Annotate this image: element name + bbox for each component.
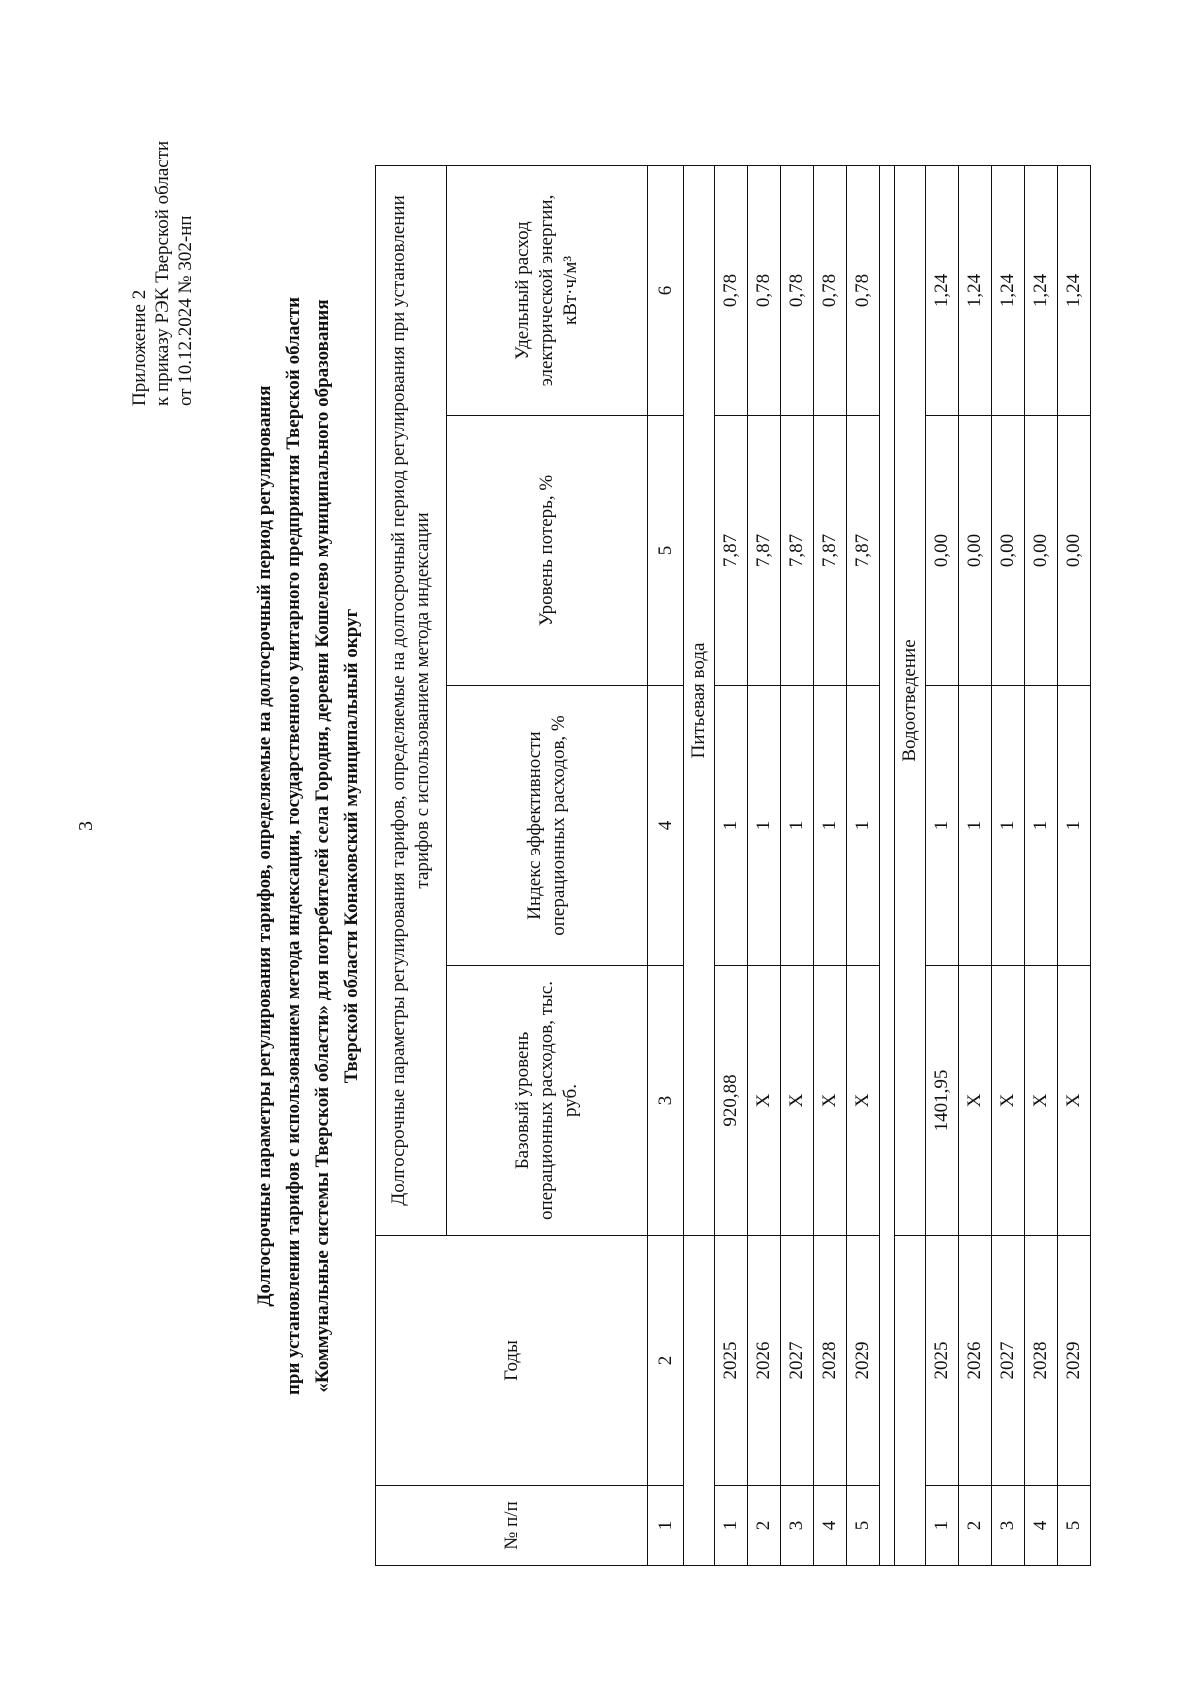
column-number: 4 bbox=[648, 686, 684, 966]
row-number: 1 bbox=[715, 1486, 748, 1566]
row-number: 4 bbox=[814, 1486, 847, 1566]
row-losses: 7,87 bbox=[715, 416, 748, 686]
row-energy: 0,78 bbox=[814, 165, 847, 415]
appendix-line-1: Приложение 2 bbox=[129, 289, 150, 406]
row-base-level: 1401,95 bbox=[926, 966, 959, 1236]
header-energy: Удельный расход электрической энергии, кВт·ч/м³ bbox=[447, 165, 648, 415]
row-losses: 7,87 bbox=[847, 416, 880, 686]
row-efficiency: 1 bbox=[992, 686, 1025, 966]
row-energy: 0,78 bbox=[847, 165, 880, 415]
appendix-line-3: от 10.12.2024 № 302-нп bbox=[175, 215, 196, 406]
tariff-parameters-table bbox=[375, 165, 1091, 1566]
row-losses: 0,00 bbox=[1058, 416, 1091, 686]
row-number: 4 bbox=[1025, 1486, 1058, 1566]
row-losses: 0,00 bbox=[992, 416, 1025, 686]
row-number: 3 bbox=[992, 1486, 1025, 1566]
row-year: 2029 bbox=[1058, 1236, 1091, 1486]
table-row bbox=[926, 165, 959, 1565]
row-base-level: Х bbox=[847, 966, 880, 1236]
column-number: 1 bbox=[648, 1486, 684, 1566]
appendix-line-2: к приказу РЭК Тверской области bbox=[152, 140, 173, 406]
row-efficiency: 1 bbox=[748, 686, 781, 966]
row-number: 5 bbox=[1058, 1486, 1091, 1566]
table-row bbox=[814, 165, 847, 1565]
table-row bbox=[715, 165, 748, 1565]
row-year: 2029 bbox=[847, 1236, 880, 1486]
page-number: 3 bbox=[75, 821, 97, 831]
table-row bbox=[748, 165, 781, 1565]
header-num: № п/п bbox=[376, 1486, 648, 1566]
table-row bbox=[959, 165, 992, 1565]
appendix-reference bbox=[128, 141, 197, 406]
row-number: 2 bbox=[959, 1486, 992, 1566]
row-year: 2026 bbox=[959, 1236, 992, 1486]
row-energy: 0,78 bbox=[715, 165, 748, 415]
table-row bbox=[781, 165, 814, 1565]
row-year: 2027 bbox=[992, 1236, 1025, 1486]
title-line-3: «Коммунальные системы Тверской области» для потребителей села Городня, деревни Кошелево муниципального образования bbox=[312, 299, 333, 1393]
row-efficiency: 1 bbox=[847, 686, 880, 966]
section-row bbox=[895, 165, 926, 1565]
header-efficiency: Индекс эффективности операционных расходов, % bbox=[447, 686, 648, 966]
table-row bbox=[1058, 165, 1091, 1565]
row-year: 2028 bbox=[814, 1236, 847, 1486]
column-number: 2 bbox=[648, 1236, 684, 1486]
row-efficiency: 1 bbox=[959, 686, 992, 966]
row-base-level: Х bbox=[781, 966, 814, 1236]
title-line-1: Долгосрочные параметры регулирования тарифов, определяемые на долгосрочный период регулирования bbox=[254, 385, 275, 1307]
row-year: 2025 bbox=[926, 1236, 959, 1486]
title-line-4: Тверской области Конаковский муниципальный округ bbox=[341, 608, 362, 1084]
row-efficiency: 1 bbox=[781, 686, 814, 966]
header-years: Годы bbox=[376, 1236, 648, 1486]
row-year: 2027 bbox=[781, 1236, 814, 1486]
row-losses: 0,00 bbox=[959, 416, 992, 686]
row-energy: 1,24 bbox=[992, 165, 1025, 415]
row-losses: 0,00 bbox=[926, 416, 959, 686]
row-base-level: Х bbox=[814, 966, 847, 1236]
title-line-2: при установлении тарифов с использованием метода индексации, государственного унитарного предприятия Тверской области bbox=[283, 296, 304, 1396]
row-base-level: Х bbox=[1058, 966, 1091, 1236]
header-losses: Уровень потерь, % bbox=[447, 416, 648, 686]
row-efficiency: 1 bbox=[926, 686, 959, 966]
header-group: Долгосрочные параметры регулирования тарифов, определяемые на долгосрочный период регулирования при установлении тарифов с использованием метода индексации bbox=[376, 165, 447, 1235]
row-losses: 7,87 bbox=[748, 416, 781, 686]
row-losses: 7,87 bbox=[781, 416, 814, 686]
section-row bbox=[684, 165, 715, 1565]
row-number: 1 bbox=[926, 1486, 959, 1566]
row-year: 2025 bbox=[715, 1236, 748, 1486]
row-energy: 0,78 bbox=[781, 165, 814, 415]
row-number: 3 bbox=[781, 1486, 814, 1566]
row-energy: 1,24 bbox=[1025, 165, 1058, 415]
row-base-level: Х bbox=[992, 966, 1025, 1236]
column-number: 5 bbox=[648, 416, 684, 686]
column-number-row bbox=[648, 165, 684, 1565]
document-title bbox=[250, 146, 366, 1546]
row-base-level: Х bbox=[748, 966, 781, 1236]
section-title: Питьевая вода bbox=[684, 165, 715, 1235]
header-base-level: Базовый уровень операционных расходов, тыс. руб. bbox=[447, 966, 648, 1236]
row-efficiency: 1 bbox=[814, 686, 847, 966]
row-number: 2 bbox=[748, 1486, 781, 1566]
row-year: 2028 bbox=[1025, 1236, 1058, 1486]
row-losses: 0,00 bbox=[1025, 416, 1058, 686]
row-year: 2026 bbox=[748, 1236, 781, 1486]
row-energy: 1,24 bbox=[926, 165, 959, 415]
row-losses: 7,87 bbox=[814, 416, 847, 686]
section-title: Водоотведение bbox=[895, 165, 926, 1235]
column-number: 3 bbox=[648, 966, 684, 1236]
row-efficiency: 1 bbox=[715, 686, 748, 966]
row-energy: 0,78 bbox=[748, 165, 781, 415]
row-number: 5 bbox=[847, 1486, 880, 1566]
table-row bbox=[992, 165, 1025, 1565]
row-energy: 1,24 bbox=[1058, 165, 1091, 415]
column-number: 6 bbox=[648, 165, 684, 415]
row-base-level: Х bbox=[959, 966, 992, 1236]
section-spacer bbox=[880, 165, 895, 1565]
row-energy: 1,24 bbox=[959, 165, 992, 415]
row-base-level: 920,88 bbox=[715, 966, 748, 1236]
table-row bbox=[847, 165, 880, 1565]
row-base-level: Х bbox=[1025, 966, 1058, 1236]
table-row bbox=[1025, 165, 1058, 1565]
row-efficiency: 1 bbox=[1025, 686, 1058, 966]
row-efficiency: 1 bbox=[1058, 686, 1091, 966]
